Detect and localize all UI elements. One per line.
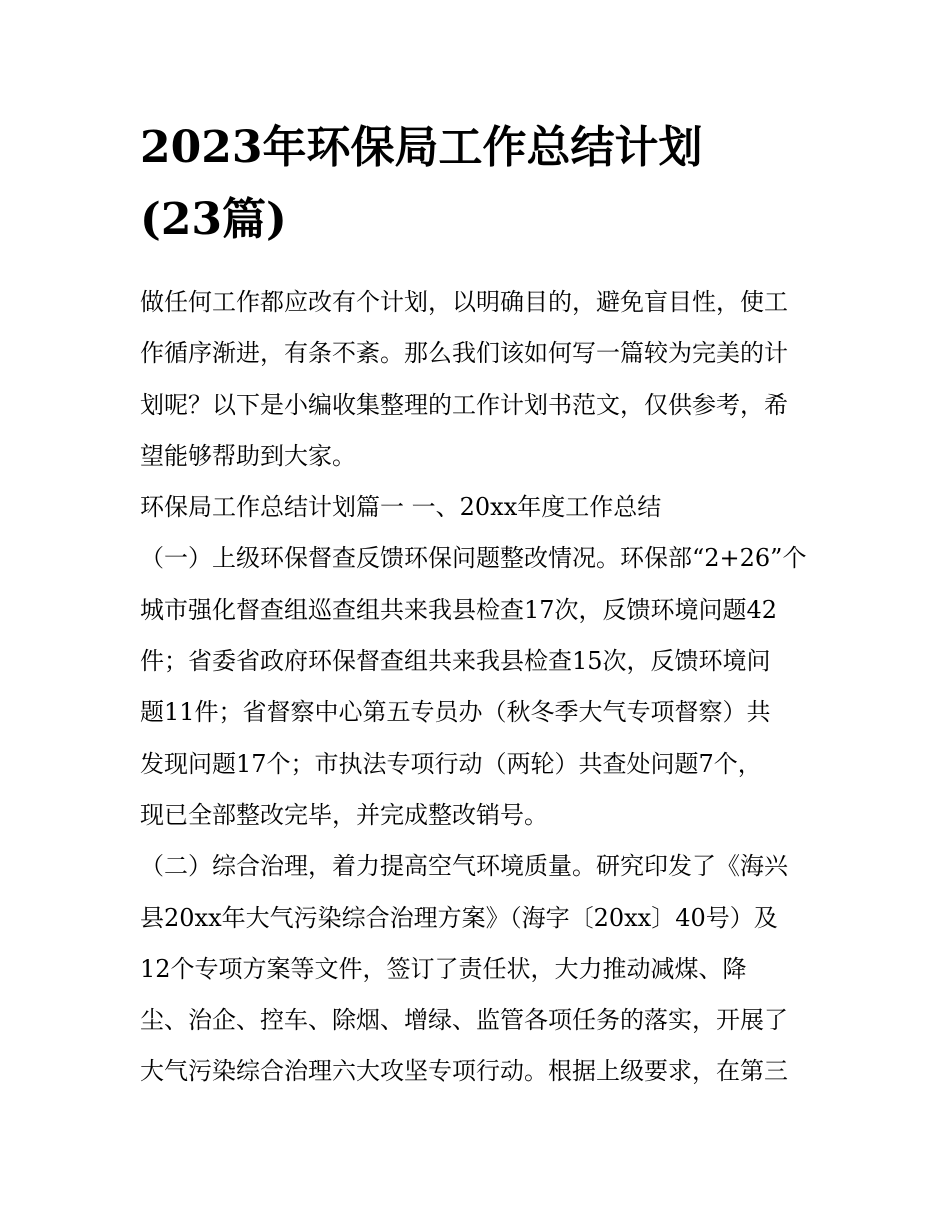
body-line: 望能够帮助到大家。 [140,441,356,470]
body-line: 划呢？以下是小编收集整理的工作计划书范文，仅供参考，希 [140,390,788,419]
body-line: 县20xx年大气污染综合治理方案》（海字〔20xx〕40号）及 [140,903,778,932]
section-heading: 环保局工作总结计划篇一 一、20xx年度工作总结 [140,493,662,522]
body-line: 件；省委省政府环保督查组共来我县检查15次，反馈环境问 [140,647,771,676]
body-line: 题11件；省督察中心第五专员办（秋冬季大气专项督察）共 [140,698,771,727]
body-line: 大气污染综合治理六大攻坚专项行动。根据上级要求，在第三 [140,1057,788,1086]
title-line-1: 2023年环保局工作总结计划 [140,122,703,173]
body-line: 现已全部整改完毕，并完成整改销号。 [140,800,548,829]
document-title [140,112,820,256]
body-line: 12个专项方案等文件，签订了责任状，大力推动减煤、降 [140,954,747,983]
body-line: （一）上级环保督查反馈环保问题整改情况。环保部“2+26”个 [140,544,807,573]
body-line: 作循序渐进，有条不紊。那么我们该如何写一篇较为完美的计 [140,339,788,368]
title-line-2: (23篇) [140,194,287,245]
body-line: 城市强化督查组巡查组共来我县检查17次，反馈环境问题42 [140,595,778,624]
body-line: 做任何工作都应改有个计划，以明确目的，避免盲目性，使工 [140,288,788,316]
body-line: （二）综合治理，着力提高空气环境质量。研究印发了《海兴 [140,852,788,881]
body-line: 尘、治企、控车、除烟、增绿、监管各项任务的落实，开展了 [140,1006,788,1035]
body-line: 发现问题17个；市执法专项行动（两轮）共查处问题7个， [140,749,762,778]
document-body [140,280,820,1101]
